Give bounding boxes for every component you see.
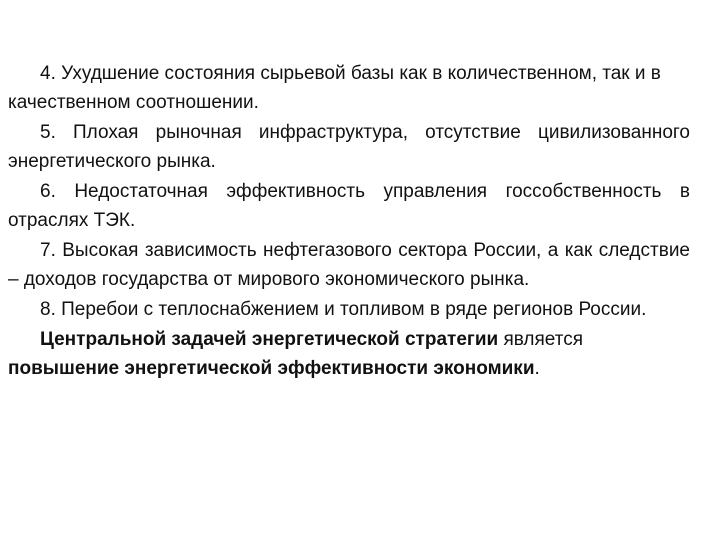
paragraph-item-4 (8, 59, 690, 117)
paragraph-text: 5. Плохая рыночная инфраструктура, отсутствие цивилизованного энергетического рынка. (8, 122, 690, 172)
paragraph-text: 8. Перебои с теплоснабжением и топливом в ряде регионов России. (40, 299, 647, 320)
conclusion-bold-lead: Центральной задачей энергетической стратегии (40, 329, 499, 350)
conclusion-end: . (534, 358, 540, 379)
paragraph-text: 7. Высокая зависимость нефтегазового сектора России, а как следствие – доходов государства от мирового экономического рынка. (8, 240, 690, 290)
paragraph-item-5 (8, 118, 690, 176)
conclusion-middle: является (498, 329, 584, 350)
slide-text-block (8, 59, 690, 384)
conclusion-paragraph (8, 325, 690, 383)
paragraph-item-6 (8, 177, 690, 235)
conclusion-bold-tail: повышение энергетической эффективности экономики (8, 358, 535, 379)
paragraph-item-7 (8, 236, 690, 294)
paragraph-item-8 (8, 295, 690, 324)
paragraph-text: 6. Недостаточная эффективность управления госсобственность в отраслях ТЭК. (8, 181, 690, 231)
paragraph-text: 4. Ухудшение состояния сырьевой базы как в количественном, так и в качественном соотношении. (8, 63, 661, 113)
